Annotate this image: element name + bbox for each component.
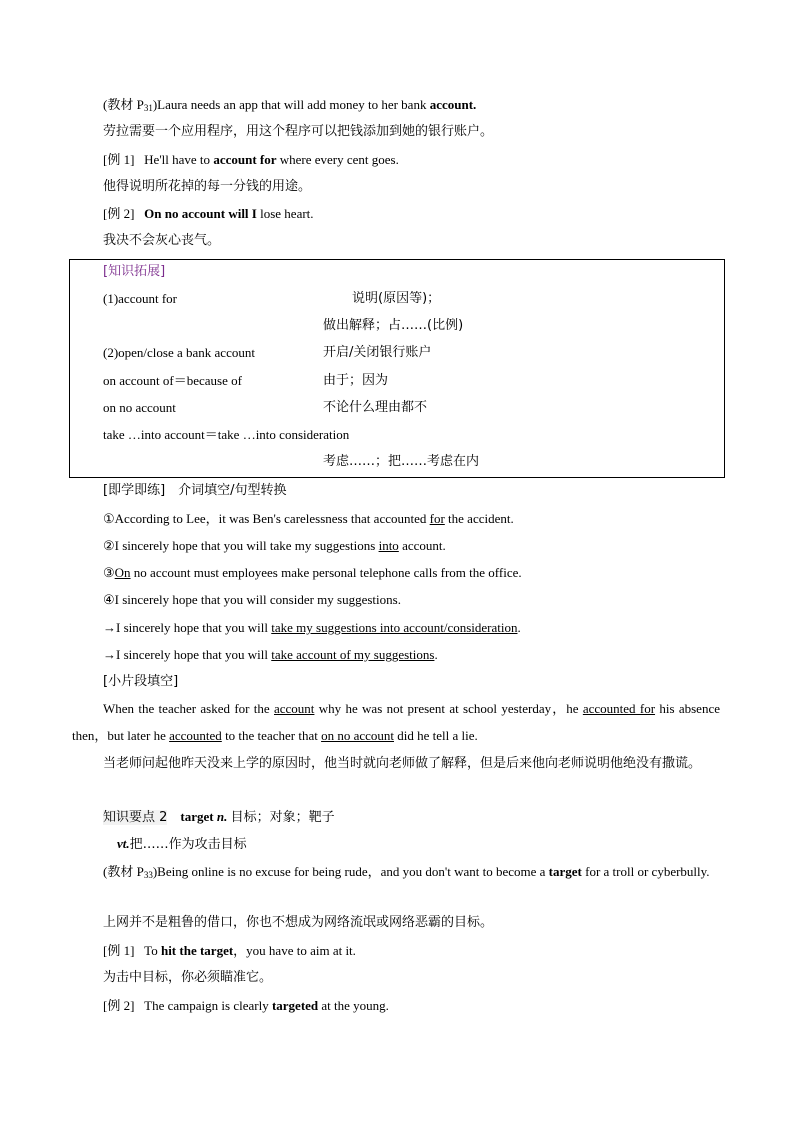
- practice-heading: [即学即练] 介词填空/句型转换: [103, 483, 287, 498]
- practice-q3: ③On no account must employees make personal telephone calls from the office.: [103, 565, 522, 580]
- box-row-cn: 考虑……；把……考虑在内: [323, 454, 480, 469]
- point2-source: (教材 $P_{33})Being$ online is no excuse for being rude，and you don't want to become a target for a troll or cyberbully.: [103, 864, 710, 880]
- source-translation: 劳拉需要一个应用程序，用这个程序可以把钱添加到她的银行账户。: [103, 124, 494, 139]
- example-1-translation: 他得说明所花掉的每一分钱的用途。: [103, 179, 312, 194]
- practice-q4: ④I sincerely hope that you will consider my suggestions.: [103, 592, 401, 607]
- practice-a2: →I sincerely hope that you will take account of my suggestions.: [103, 647, 438, 662]
- practice-a1: →I sincerely hope that you will take my suggestions into account/consideration.: [103, 620, 521, 635]
- fill-paragraph: When the teacher asked for the account why he was not present at school yesterday，he accounted for his absence then，but later he accounted to the teacher that on no account did he tell a lie.: [72, 701, 720, 743]
- practice-q2: ②I sincerely hope that you will take my suggestions into account.: [103, 538, 446, 553]
- box-row-cn: 做出解释；占……(比例): [323, 318, 464, 333]
- example-1: [例 1] He'll have to account for where every cent goes.: [103, 152, 399, 167]
- box-row-en: (1)account for: [103, 291, 177, 306]
- point2-header: 知识要点 2 target n. 目标；对象；靶子: [103, 809, 335, 825]
- box-row-cn: 不论什么理由都不: [323, 400, 428, 415]
- example-2-translation: 我决不会灰心丧气。: [103, 233, 221, 248]
- box-row-en: take …into account＝take …into consideration: [103, 427, 350, 442]
- box-row-en: on no account: [103, 400, 176, 415]
- box-row-en: on account of＝because of: [103, 373, 242, 388]
- fill-translation: 当老师问起他昨天没来上学的原因时，他当时就向老师做了解释，但是后来他向老师说明他绝没有撒谎。: [103, 756, 702, 771]
- practice-q1: ①According to Lee，it was Ben's carelessness that accounted for the accident.: [103, 511, 514, 526]
- box-row-cn: 由于；因为: [323, 373, 389, 388]
- point2-label: 知识要点 2: [103, 810, 168, 825]
- point2-example-1-translation: 为击中目标，你必须瞄准它。: [103, 970, 273, 985]
- fill-heading: [小片段填空]: [103, 674, 179, 689]
- point2-example-2: [例 2] The campaign is clearly targeted at the young.: [103, 998, 389, 1013]
- box-heading: [知识拓展]: [103, 264, 166, 279]
- source-sentence: (教材 $P_{31})Laura$ needs an app that will add money to her bank account.: [103, 97, 477, 113]
- point2-verb: vt.把……作为攻击目标: [117, 836, 247, 852]
- point2-example-1: [例 1] To hit the target，you have to aim at it.: [103, 943, 356, 958]
- box-row-cn: 说明(原因等)；: [352, 291, 441, 306]
- box-row-cn: 开启/关闭银行账户: [323, 345, 432, 360]
- point2-source-translation: 上网并不是粗鲁的借口，你也不想成为网络流氓或网络恶霸的目标。: [103, 915, 494, 930]
- example-2: [例 2] On no account will I lose heart.: [103, 206, 314, 221]
- box-row-en: (2)open/close a bank account: [103, 345, 255, 360]
